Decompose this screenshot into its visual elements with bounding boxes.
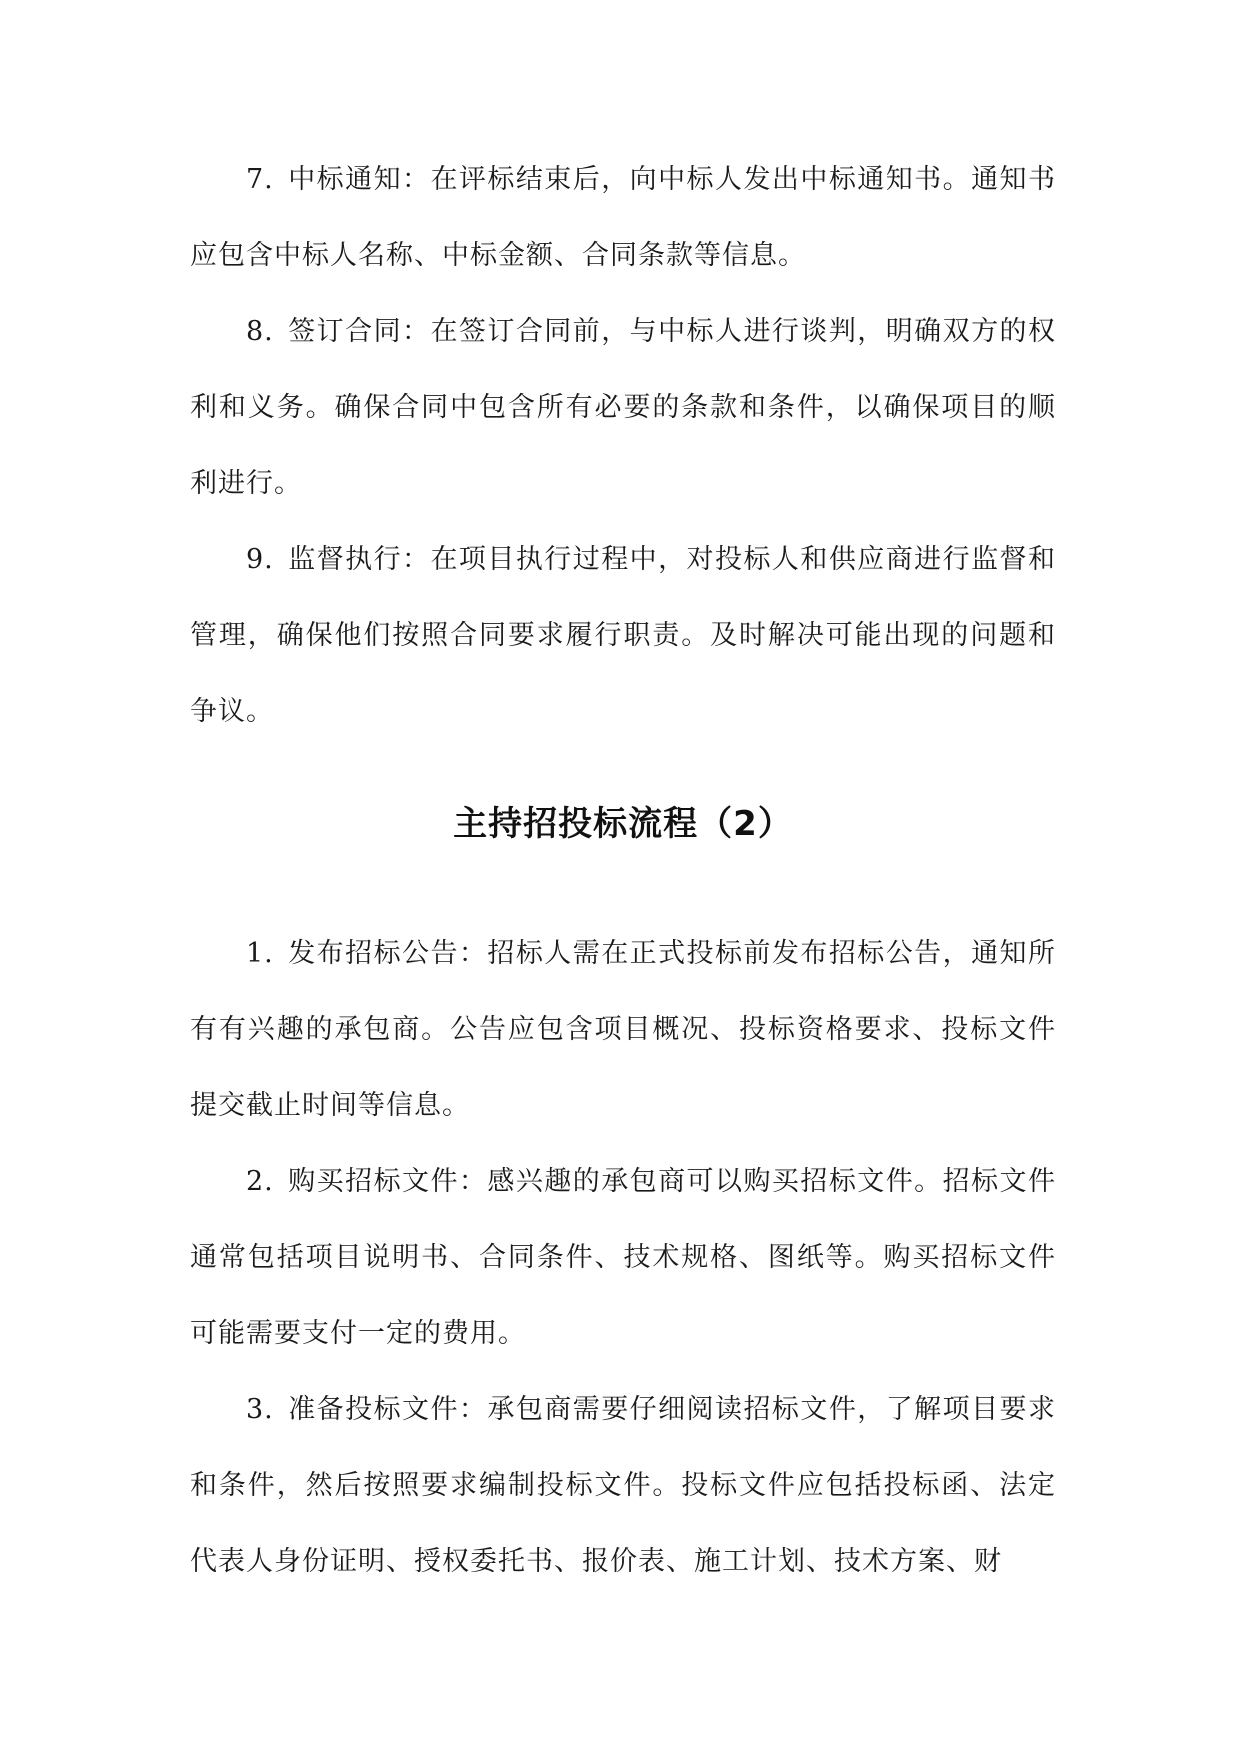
- item-text: 发布招标公告：招标人需在正式投标前发布招标公告，通知所有有兴趣的承包商。公告应包含项目概况、投标资格要求、投标文件提交截止时间等信息。: [190, 938, 1056, 1121]
- list-item-8: [190, 294, 1056, 522]
- page-content: [190, 142, 1056, 1600]
- item-number: 3.: [246, 1394, 274, 1425]
- list-item-1: [190, 916, 1056, 1144]
- item-text: 签订合同：在签订合同前，与中标人进行谈判，明确双方的权利和义务。确保合同中包含所有必要的条款和条件，以确保项目的顺利进行。: [190, 316, 1056, 499]
- item-number: 8.: [246, 316, 274, 347]
- item-text: 中标通知：在评标结束后，向中标人发出中标通知书。通知书应包含中标人名称、中标金额、合同条款等信息。: [190, 164, 1056, 271]
- item-number: 1.: [246, 938, 274, 969]
- item-number: 7.: [246, 164, 274, 195]
- list-item-7: [190, 142, 1056, 294]
- item-text: 监督执行：在项目执行过程中，对投标人和供应商进行监督和管理，确保他们按照合同要求履行职责。及时解决可能出现的问题和争议。: [190, 544, 1056, 727]
- item-number: 9.: [246, 544, 274, 575]
- section-title: 主持招投标流程（2）: [453, 804, 793, 844]
- list-item-2: [190, 1144, 1056, 1372]
- list-item-9: [190, 522, 1056, 750]
- item-text: 购买招标文件：感兴趣的承包商可以购买招标文件。招标文件通常包括项目说明书、合同条件、技术规格、图纸等。购买招标文件可能需要支付一定的费用。: [190, 1166, 1056, 1349]
- item-text: 准备投标文件：承包商需要仔细阅读招标文件，了解项目要求和条件，然后按照要求编制投标文件。投标文件应包括投标函、法定代表人身份证明、授权委托书、报价表、施工计划、技术方案、财: [190, 1394, 1056, 1577]
- list-item-3: [190, 1372, 1056, 1600]
- item-number: 2.: [246, 1166, 274, 1197]
